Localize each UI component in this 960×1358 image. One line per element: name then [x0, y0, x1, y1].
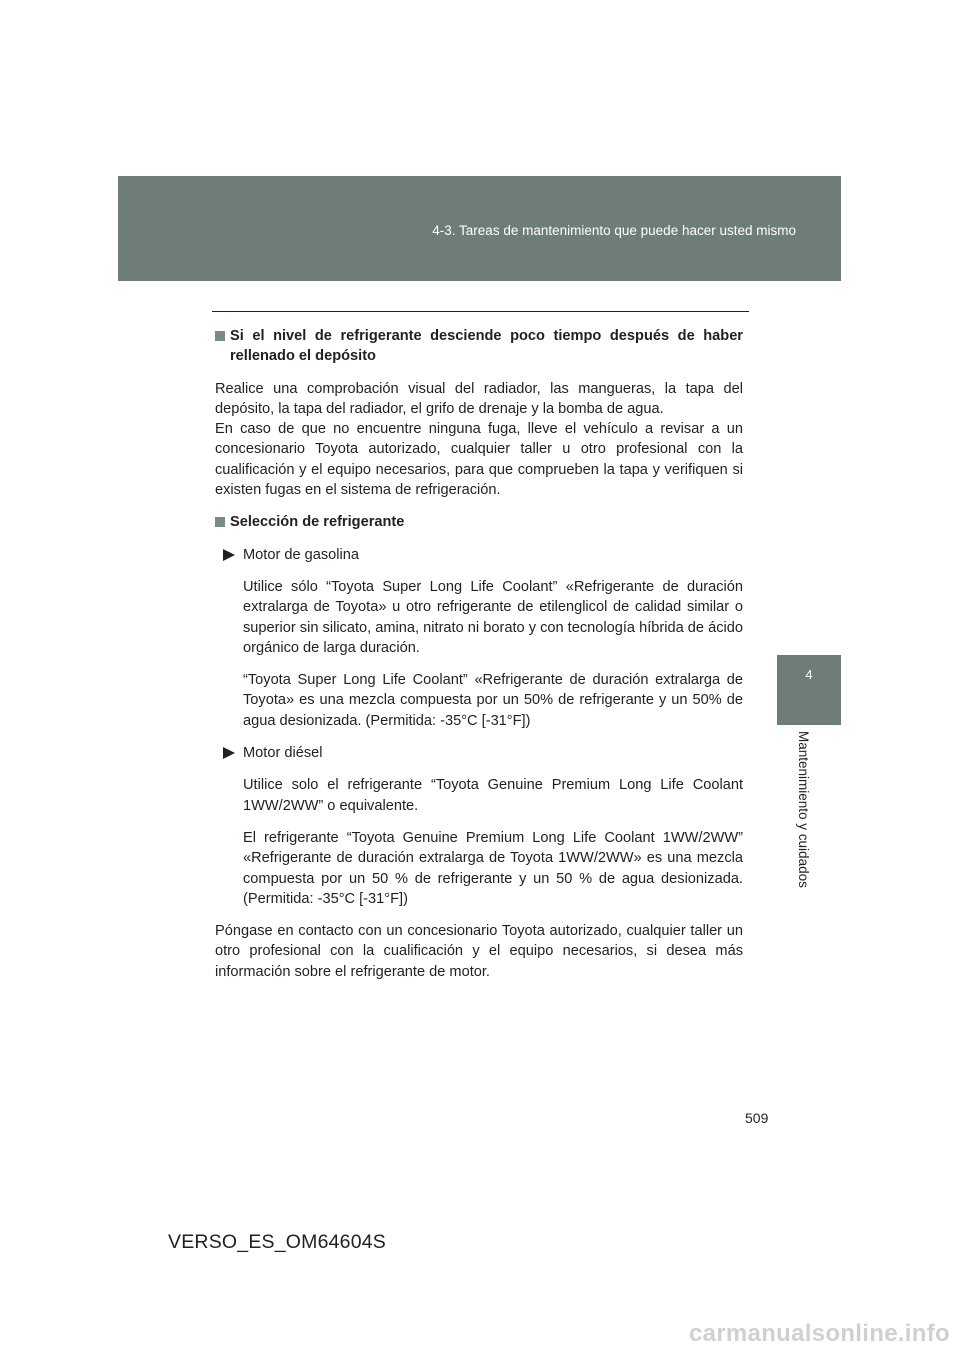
page-content — [215, 326, 743, 994]
leak-heading-text: Si el nivel de refrigerante desciende poco tiempo después de haber rellenado el depósito — [230, 328, 743, 365]
diesel-label: Motor diésel — [243, 745, 323, 762]
watermark-text: carmanualsonline.info — [688, 1320, 950, 1347]
triangle-bullet-icon — [223, 549, 235, 561]
diesel-paragraph-2: El refrigerante “Toyota Genuine Premium Long Life Coolant 1WW/2WW” «Refrigerante de duración extralarga de Toyota 1WW/2WW» es una mezcla compuesta por un 50 % de refrigerante y un 50 % de agua desionizada. (Permitida: -35°C [-31°F]) — [243, 829, 743, 907]
leak-paragraph-2: En caso de que no encuentre ninguna fuga, lleve el vehículo a revisar a un concesionario Toyota autorizado, cualquier taller u otro profesional con la cualificación y el equipo necesarios, para que comprueben la tapa y verifiquen si existen fugas en el sistema de refrigeración. — [215, 421, 743, 499]
chapter-number: 4 — [805, 667, 813, 682]
square-bullet-icon — [215, 331, 225, 341]
square-bullet-icon — [215, 517, 225, 527]
leak-paragraph-1: Realice una comprobación visual del radiador, las mangueras, la tapa del depósito, la tapa del radiador, el grifo de drenaje y la bomba de agua. — [215, 380, 743, 417]
triangle-bullet-icon — [223, 747, 235, 759]
diesel-paragraph-1: Utilice solo el refrigerante “Toyota Genuine Premium Long Life Coolant 1WW/2WW” o equivalente. — [243, 777, 743, 814]
closing-paragraph: Póngase en contacto con un concesionario Toyota autorizado, cualquier taller un otro profesional con la cualificación y el equipo necesarios, si desea más información sobre el refrigerante de motor. — [215, 923, 743, 980]
gasoline-bullet — [223, 545, 743, 565]
leak-heading — [215, 326, 743, 367]
section-title: 4-3. Tareas de mantenimiento que puede hacer usted mismo — [432, 223, 796, 238]
selection-heading — [215, 512, 743, 532]
header-band — [118, 176, 841, 281]
chapter-label: Mantenimiento y cuidados — [796, 731, 811, 888]
page-number: 509 — [745, 1110, 769, 1126]
diesel-bullet — [223, 743, 743, 763]
selection-heading-text: Selección de refrigerante — [230, 514, 405, 531]
gasoline-label: Motor de gasolina — [243, 546, 360, 563]
section-divider — [212, 311, 749, 312]
chapter-tab[interactable] — [777, 655, 841, 725]
document-code: VERSO_ES_OM64604S — [168, 1231, 387, 1253]
gasoline-paragraph-1: Utilice sólo “Toyota Super Long Life Coolant” «Refrigerante de duración extralarga de Toyota» u otro refrigerante de etilenglicol de calidad similar o superior sin silicato, amina, nitrato ni borato y con tecnología híbrida de ácido orgánico de larga duración. — [243, 578, 743, 656]
gasoline-paragraph-2: “Toyota Super Long Life Coolant” «Refrigerante de duración extralarga de Toyota» es una mezcla compuesta por un 50% de refrigerante y un 50% de agua desionizada. (Permitida: -35°C [-31°F]) — [243, 672, 743, 729]
leak-body — [215, 379, 743, 501]
